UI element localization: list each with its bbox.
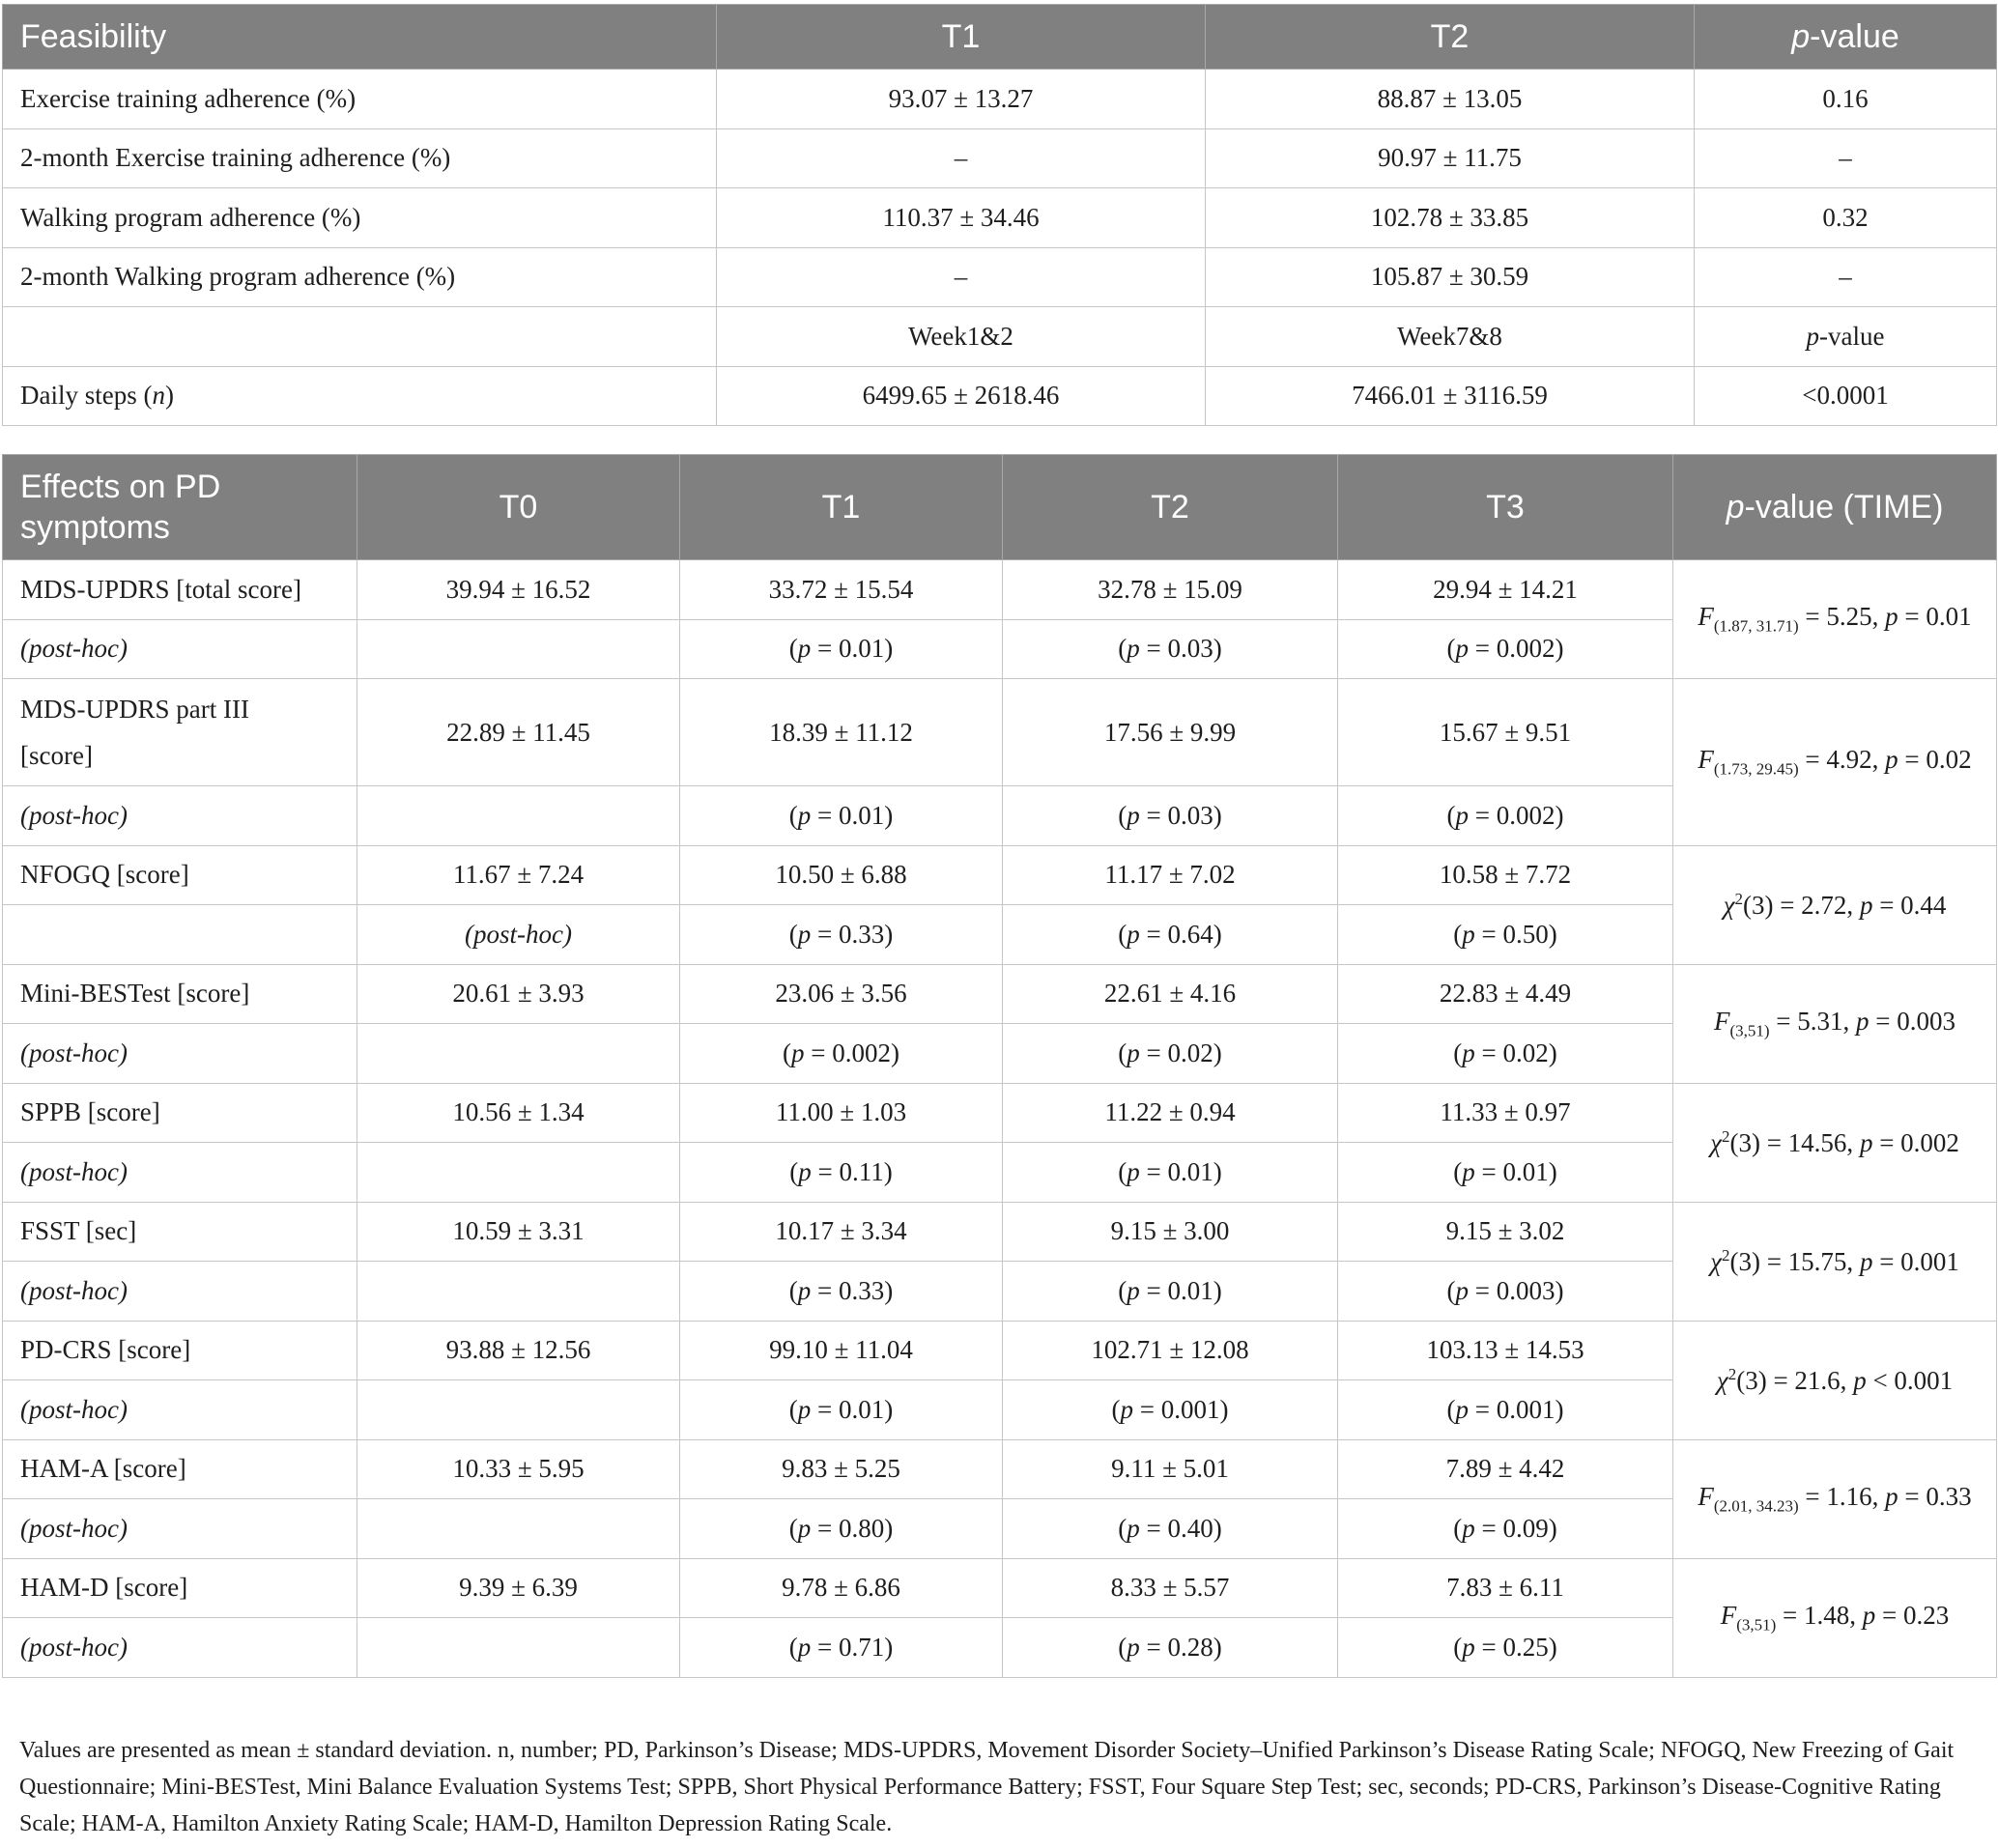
cell-t2: 8.33 ± 5.57 <box>1003 1558 1338 1618</box>
measure-label: SPPB [score] <box>3 1083 357 1143</box>
posthoc-t1: (p = 0.71) <box>680 1618 1003 1678</box>
posthoc-t3: (p = 0.003) <box>1338 1262 1673 1322</box>
cell-pvalue: <0.0001 <box>1695 366 1997 426</box>
posthoc-t3: (p = 0.001) <box>1338 1380 1673 1440</box>
effects-header-pvalue: p-value (TIME) <box>1673 455 1997 560</box>
posthoc-label: (post-hoc) <box>3 1024 357 1084</box>
cell-t2: 105.87 ± 30.59 <box>1206 247 1695 307</box>
time-statistic: $\chi^2(3) = 15.75$, p = 0.001 <box>1673 1202 1997 1321</box>
posthoc-t0 <box>357 619 680 679</box>
cell-t1: 10.50 ± 6.88 <box>680 845 1003 905</box>
posthoc-t2: (p = 0.02) <box>1003 1024 1338 1084</box>
posthoc-t1: (p = 0.01) <box>680 1380 1003 1440</box>
cell-t1: 6499.65 ± 2618.46 <box>717 366 1206 426</box>
posthoc-t2: (p = 0.03) <box>1003 786 1338 846</box>
subheader-label <box>3 307 717 367</box>
cell-t3: 103.13 ± 14.53 <box>1338 1321 1673 1380</box>
measure-label: HAM-A [score] <box>3 1439 357 1499</box>
posthoc-label: (post-hoc) <box>3 1618 357 1678</box>
cell-t2: 9.11 ± 5.01 <box>1003 1439 1338 1499</box>
cell-t0: 20.61 ± 3.93 <box>357 964 680 1024</box>
posthoc-label: (post-hoc) <box>3 1143 357 1203</box>
feasibility-header-pvalue: p-value <box>1695 5 1997 70</box>
posthoc-t0 <box>357 1380 680 1440</box>
table-footnote: Values are presented as mean ± standard deviation. n, number; PD, Parkinson’s Disease; MDS-UPDRS, Movement Disorder Society–Unified Parkinson’s Disease Rating Scale; NFOGQ, New Freezing of Gait Questionnaire; Mini-BESTest, Mini Balance Evaluation Systems Test; SPPB, Short Physical Performance Battery; FSST, Four Square Step Test; sec, seconds; PD-CRS, Parkinson’s Disease-Cognitive Rating Scale; HAM-A, Hamilton Anxiety Rating Scale; HAM-D, Hamilton Depression Rating Scale. <box>19 1738 1955 1836</box>
posthoc-t1: (p = 0.002) <box>680 1024 1003 1084</box>
row-label: Exercise training adherence (%) <box>3 70 717 129</box>
posthoc-t1: (p = 0.11) <box>680 1143 1003 1203</box>
time-statistic: $F_{(3,51)} = 5.31$, p = 0.003 <box>1673 964 1997 1083</box>
posthoc-t0: (post-hoc) <box>357 905 680 965</box>
table-row <box>3 70 1997 129</box>
subheader-row <box>3 307 1997 367</box>
measure-row <box>3 964 1997 1024</box>
cell-t2: 102.78 ± 33.85 <box>1206 188 1695 248</box>
table-row <box>3 247 1997 307</box>
cell-t0: 22.89 ± 11.45 <box>357 679 680 786</box>
effects-header-t3: T3 <box>1338 455 1673 560</box>
row-label: Daily steps (n) <box>3 366 717 426</box>
posthoc-t0 <box>357 1499 680 1559</box>
measure-row <box>3 679 1997 786</box>
cell-t3: 15.67 ± 9.51 <box>1338 679 1673 786</box>
posthoc-t2: (p = 0.01) <box>1003 1262 1338 1322</box>
cell-t1: 33.72 ± 15.54 <box>680 560 1003 620</box>
posthoc-t0 <box>357 786 680 846</box>
cell-t2: 9.15 ± 3.00 <box>1003 1202 1338 1262</box>
cell-pvalue: – <box>1695 247 1997 307</box>
feasibility-table <box>2 4 1997 426</box>
posthoc-label: (post-hoc) <box>3 1499 357 1559</box>
posthoc-label <box>3 905 357 965</box>
posthoc-label: (post-hoc) <box>3 1380 357 1440</box>
cell-t0: 10.33 ± 5.95 <box>357 1439 680 1499</box>
posthoc-t2: (p = 0.01) <box>1003 1143 1338 1203</box>
posthoc-t2: (p = 0.28) <box>1003 1618 1338 1678</box>
measure-row <box>3 1439 1997 1499</box>
table-row <box>3 188 1997 248</box>
posthoc-t1: (p = 0.80) <box>680 1499 1003 1559</box>
cell-pvalue: 0.16 <box>1695 70 1997 129</box>
cell-t1: – <box>717 128 1206 188</box>
measure-label: MDS-UPDRS [total score] <box>3 560 357 620</box>
posthoc-t0 <box>357 1618 680 1678</box>
cell-t2: 11.22 ± 0.94 <box>1003 1083 1338 1143</box>
time-statistic: $F_{(1.87, 31.71)} = 5.25$, p = 0.01 <box>1673 560 1997 679</box>
posthoc-t1: (p = 0.01) <box>680 619 1003 679</box>
measure-label: PD-CRS [score] <box>3 1321 357 1380</box>
cell-t1: 9.78 ± 6.86 <box>680 1558 1003 1618</box>
effects-header-t0: T0 <box>357 455 680 560</box>
time-statistic: $\chi^2(3) = 21.6$, p < 0.001 <box>1673 1321 1997 1439</box>
effects-table <box>2 454 1997 1678</box>
subheader-week7-8: Week7&8 <box>1206 307 1695 367</box>
feasibility-header-t2: T2 <box>1206 5 1695 70</box>
measure-row <box>3 1558 1997 1618</box>
feasibility-header-label: Feasibility <box>3 5 717 70</box>
cell-t2: 17.56 ± 9.99 <box>1003 679 1338 786</box>
subheader-pvalue: p-value <box>1695 307 1997 367</box>
posthoc-label: (post-hoc) <box>3 1262 357 1322</box>
cell-t1: 99.10 ± 11.04 <box>680 1321 1003 1380</box>
time-statistic: $\chi^2(3) = 14.56$, p = 0.002 <box>1673 1083 1997 1202</box>
row-label: 2-month Exercise training adherence (%) <box>3 128 717 188</box>
time-statistic: $F_{(2.01, 34.23)} = 1.16$, p = 0.33 <box>1673 1439 1997 1558</box>
cell-t1: 9.83 ± 5.25 <box>680 1439 1003 1499</box>
table-row <box>3 366 1997 426</box>
cell-t1: 110.37 ± 34.46 <box>717 188 1206 248</box>
cell-t1: 18.39 ± 11.12 <box>680 679 1003 786</box>
cell-t2: 90.97 ± 11.75 <box>1206 128 1695 188</box>
cell-t3: 9.15 ± 3.02 <box>1338 1202 1673 1262</box>
subheader-week1-2: Week1&2 <box>717 307 1206 367</box>
cell-t3: 22.83 ± 4.49 <box>1338 964 1673 1024</box>
cell-t3: 7.89 ± 4.42 <box>1338 1439 1673 1499</box>
measure-label: FSST [sec] <box>3 1202 357 1262</box>
cell-t0: 10.56 ± 1.34 <box>357 1083 680 1143</box>
cell-t2: 22.61 ± 4.16 <box>1003 964 1338 1024</box>
feasibility-header-row <box>3 5 1997 70</box>
table-row <box>3 128 1997 188</box>
cell-t2: 102.71 ± 12.08 <box>1003 1321 1338 1380</box>
cell-t1: 23.06 ± 3.56 <box>680 964 1003 1024</box>
measure-row <box>3 1321 1997 1380</box>
cell-t3: 7.83 ± 6.11 <box>1338 1558 1673 1618</box>
posthoc-label: (post-hoc) <box>3 619 357 679</box>
posthoc-t3: (p = 0.01) <box>1338 1143 1673 1203</box>
posthoc-t3: (p = 0.002) <box>1338 786 1673 846</box>
cell-t3: 29.94 ± 14.21 <box>1338 560 1673 620</box>
posthoc-t2: (p = 0.03) <box>1003 619 1338 679</box>
measure-label: NFOGQ [score] <box>3 845 357 905</box>
posthoc-t1: (p = 0.33) <box>680 1262 1003 1322</box>
cell-pvalue: – <box>1695 128 1997 188</box>
posthoc-label: (post-hoc) <box>3 786 357 846</box>
posthoc-t2: (p = 0.40) <box>1003 1499 1338 1559</box>
effects-header-row <box>3 455 1997 560</box>
measure-label: HAM-D [score] <box>3 1558 357 1618</box>
effects-header-t1: T1 <box>680 455 1003 560</box>
posthoc-t2: (p = 0.001) <box>1003 1380 1338 1440</box>
cell-t1: 11.00 ± 1.03 <box>680 1083 1003 1143</box>
measure-row <box>3 1083 1997 1143</box>
effects-header-t2: T2 <box>1003 455 1338 560</box>
cell-t2: 7466.01 ± 3116.59 <box>1206 366 1695 426</box>
measure-row <box>3 1202 1997 1262</box>
cell-t2: 32.78 ± 15.09 <box>1003 560 1338 620</box>
row-label: 2-month Walking program adherence (%) <box>3 247 717 307</box>
cell-t0: 10.59 ± 3.31 <box>357 1202 680 1262</box>
cell-t2: 11.17 ± 7.02 <box>1003 845 1338 905</box>
feasibility-header-t1: T1 <box>717 5 1206 70</box>
row-label: Walking program adherence (%) <box>3 188 717 248</box>
time-statistic: $F_{(1.73, 29.45)} = 4.92$, p = 0.02 <box>1673 679 1997 846</box>
cell-t0: 39.94 ± 16.52 <box>357 560 680 620</box>
measure-label: MDS-UPDRS part III [score] <box>3 679 357 786</box>
posthoc-t3: (p = 0.02) <box>1338 1024 1673 1084</box>
cell-t3: 10.58 ± 7.72 <box>1338 845 1673 905</box>
cell-t1: 93.07 ± 13.27 <box>717 70 1206 129</box>
cell-t1: – <box>717 247 1206 307</box>
cell-t3: 11.33 ± 0.97 <box>1338 1083 1673 1143</box>
posthoc-t0 <box>357 1262 680 1322</box>
cell-t0: 9.39 ± 6.39 <box>357 1558 680 1618</box>
measure-row <box>3 845 1997 905</box>
effects-header-label: Effects on PD symptoms <box>3 455 357 560</box>
posthoc-t3: (p = 0.09) <box>1338 1499 1673 1559</box>
time-statistic: $\chi^2(3) = 2.72$, p = 0.44 <box>1673 845 1997 964</box>
cell-t1: 10.17 ± 3.34 <box>680 1202 1003 1262</box>
posthoc-t3: (p = 0.50) <box>1338 905 1673 965</box>
posthoc-t3: (p = 0.25) <box>1338 1618 1673 1678</box>
posthoc-t3: (p = 0.002) <box>1338 619 1673 679</box>
posthoc-t1: (p = 0.33) <box>680 905 1003 965</box>
posthoc-t0 <box>357 1143 680 1203</box>
posthoc-t0 <box>357 1024 680 1084</box>
posthoc-t1: (p = 0.01) <box>680 786 1003 846</box>
measure-row <box>3 560 1997 620</box>
cell-t0: 93.88 ± 12.56 <box>357 1321 680 1380</box>
time-statistic: $F_{(3,51)} = 1.48$, p = 0.23 <box>1673 1558 1997 1677</box>
cell-t2: 88.87 ± 13.05 <box>1206 70 1695 129</box>
posthoc-t2: (p = 0.64) <box>1003 905 1338 965</box>
cell-pvalue: 0.32 <box>1695 188 1997 248</box>
measure-label: Mini-BESTest [score] <box>3 964 357 1024</box>
cell-t0: 11.67 ± 7.24 <box>357 845 680 905</box>
